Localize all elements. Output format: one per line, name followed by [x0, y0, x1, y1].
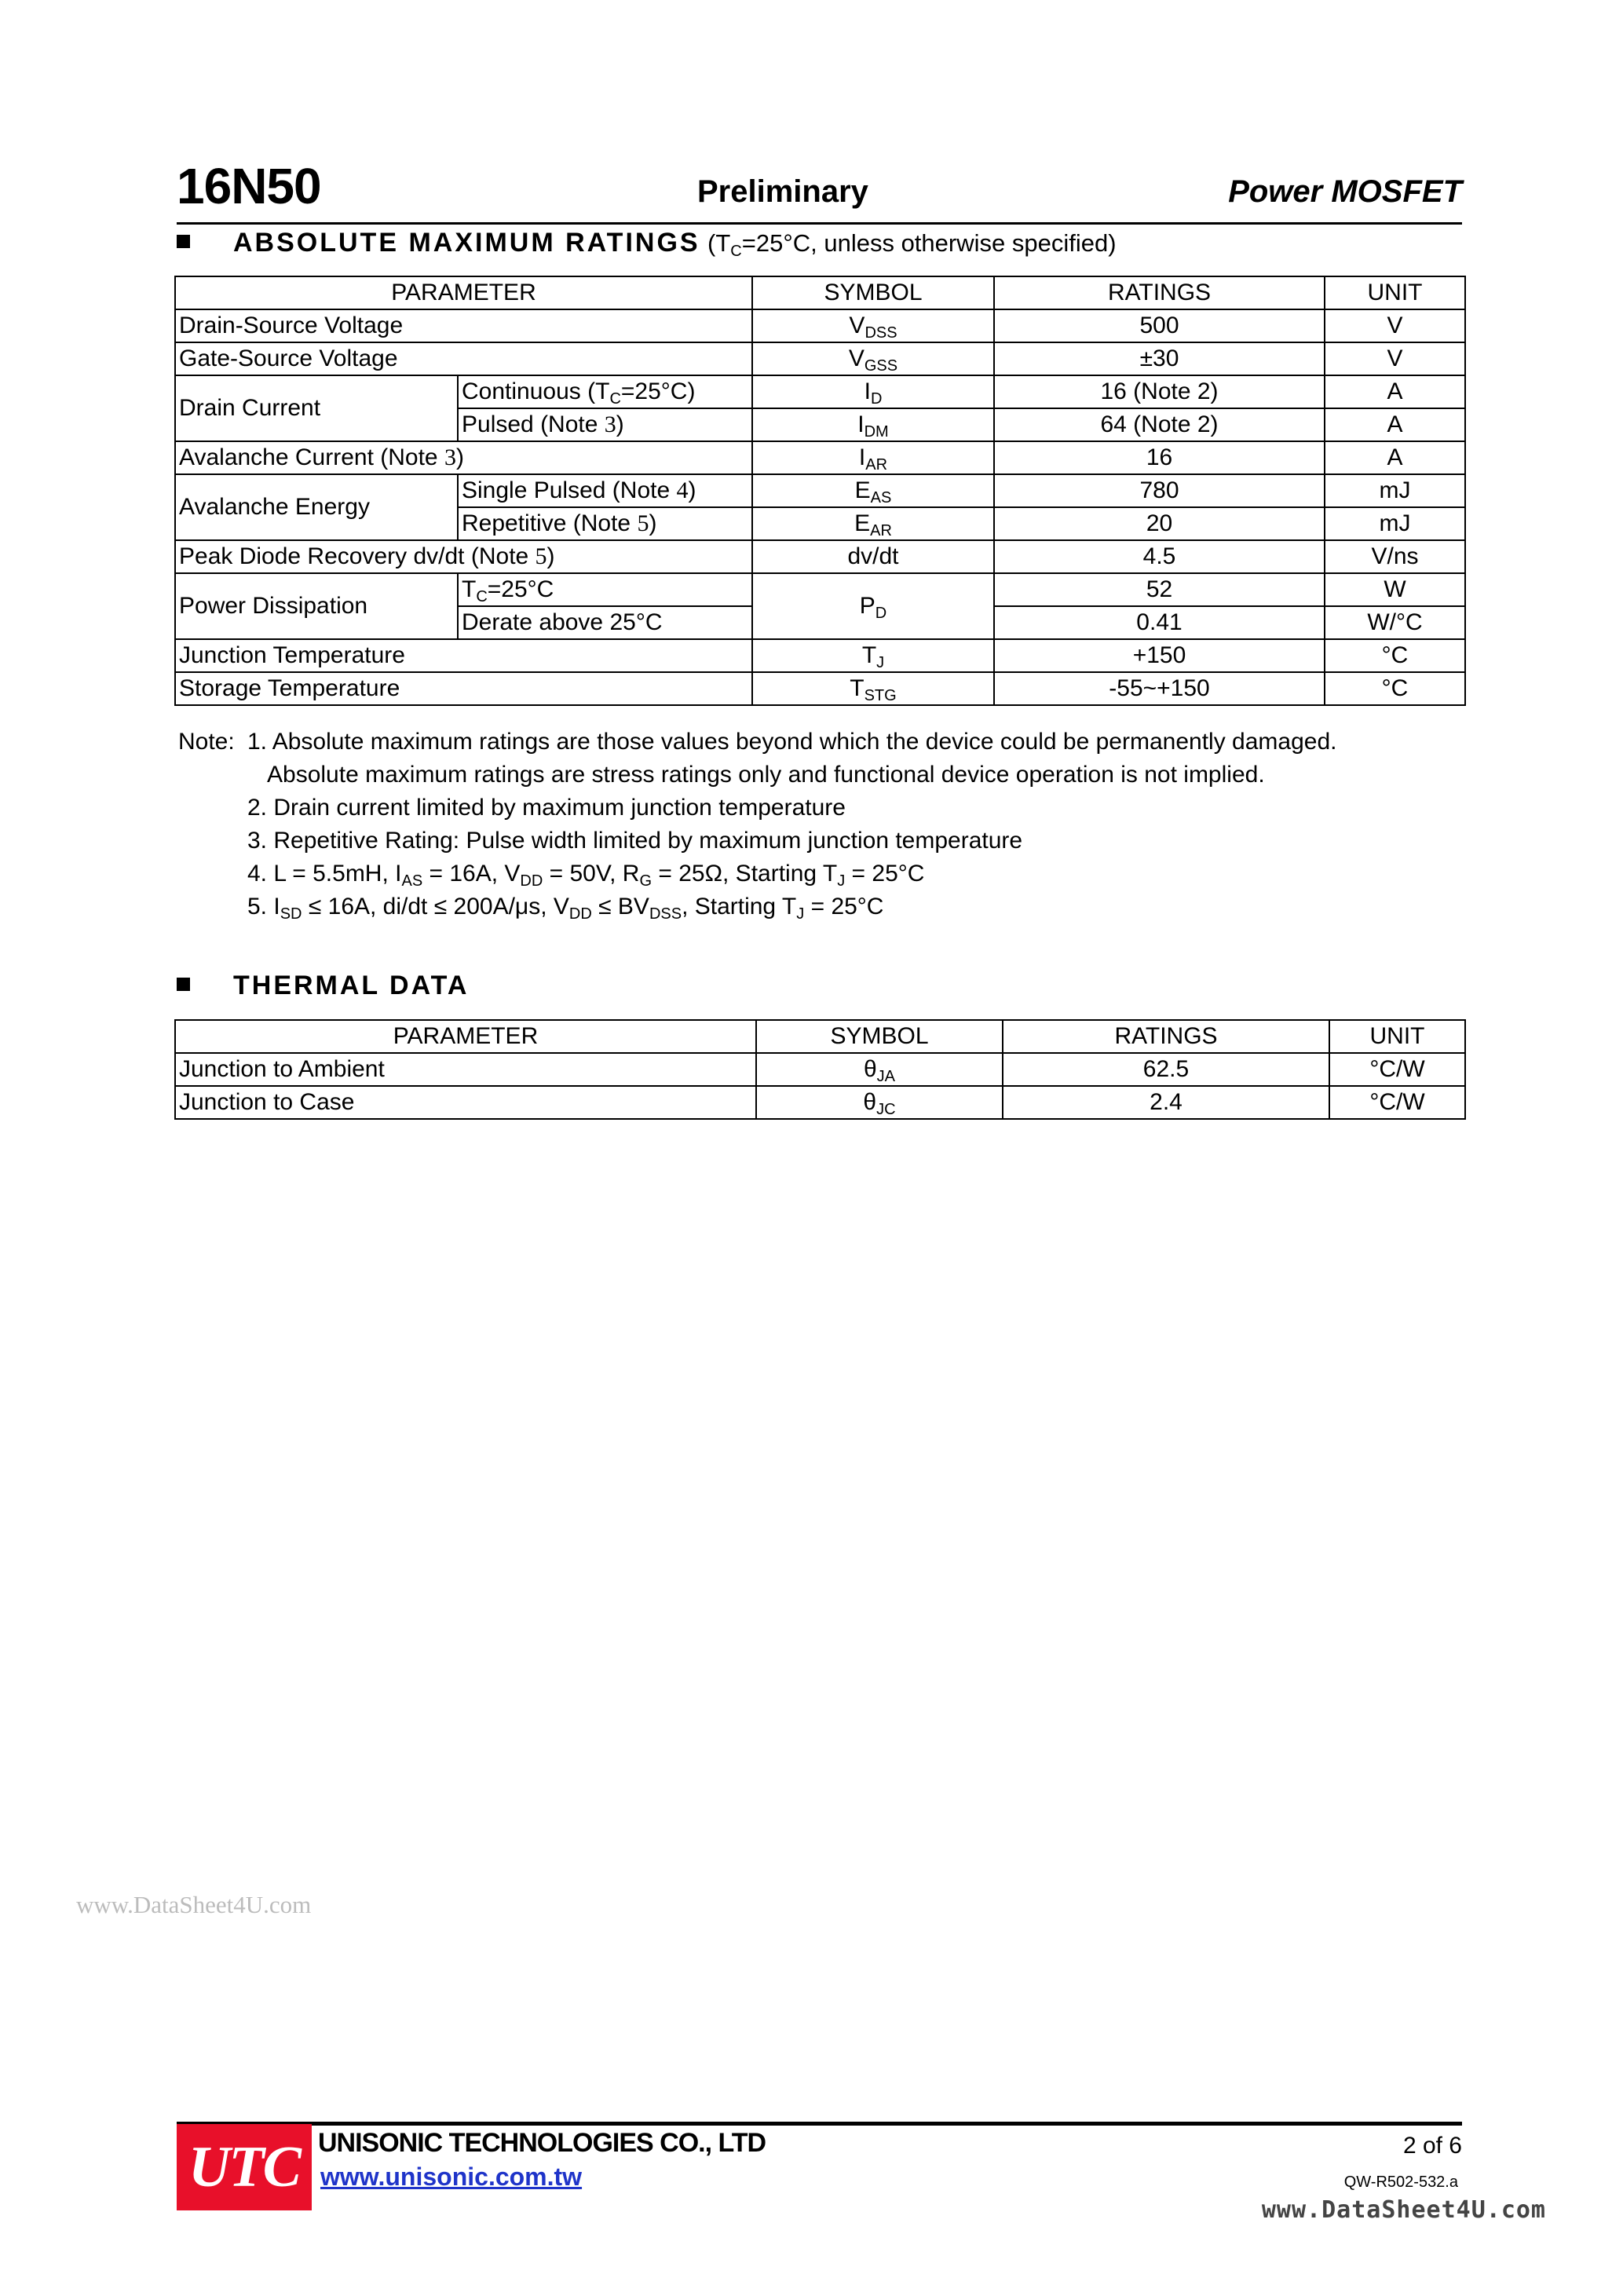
unit-cell: °C: [1325, 639, 1465, 672]
unit-cell: mJ: [1325, 474, 1465, 507]
table-row: [175, 309, 1465, 342]
unit-cell: A: [1325, 441, 1465, 474]
rating-cell: 500: [994, 309, 1325, 342]
param-cell: Drain-Source Voltage: [175, 309, 752, 342]
subparam-cell: Derate above 25°C: [458, 606, 752, 639]
unit-cell: W/°C: [1325, 606, 1465, 639]
header-ratings: RATINGS: [994, 276, 1325, 309]
company-name: UNISONIC TECHNOLOGIES CO., LTD: [318, 2128, 766, 2158]
param-cell: Avalanche Current (Note 3): [175, 441, 752, 474]
watermark-text: www.DataSheet4U.com: [76, 1891, 312, 1918]
table-header-row: [175, 276, 1465, 309]
device-category: Power MOSFET: [1228, 174, 1462, 209]
rating-cell: 2.4: [1003, 1086, 1329, 1119]
rating-cell: 20: [994, 507, 1325, 540]
table-row: [175, 375, 1465, 408]
unit-cell: °C/W: [1329, 1053, 1465, 1086]
logo-text: UTC: [188, 2134, 300, 2199]
symbol-cell: $V_{DSS}$: [752, 309, 994, 342]
param-cell: Drain Current: [175, 375, 458, 441]
param-cell: Avalanche Energy: [175, 474, 458, 540]
table-row: [175, 672, 1465, 705]
rating-cell: 0.41: [994, 606, 1325, 639]
symbol-cell: $E_{AR}$: [752, 507, 994, 540]
table-row: [175, 1086, 1465, 1119]
note-item: 4. L = 5.5mH, $I_{AS} = 16A$, $V_{DD} = 50V$, $R_G = 25\Omega$, Starting $T_J = 25^\circ C$: [247, 861, 925, 890]
table-row: [175, 540, 1465, 573]
notes-label: Note:: [178, 729, 235, 755]
section-title: THERMAL DATA: [233, 971, 470, 1000]
table-row: [175, 1053, 1465, 1086]
unit-cell: A: [1325, 408, 1465, 441]
symbol-cell: $P_D$: [752, 573, 994, 639]
rating-cell: 52: [994, 573, 1325, 606]
subparam-cell: Single Pulsed (Note 4): [458, 474, 752, 507]
unit-cell: W: [1325, 573, 1465, 606]
square-bullet-icon: [177, 978, 190, 991]
param-cell: Junction to Ambient: [175, 1053, 756, 1086]
symbol-cell: $T_J$: [752, 639, 994, 672]
table-row: [175, 573, 1465, 606]
rating-cell: 4.5: [994, 540, 1325, 573]
table-row: [175, 474, 1465, 507]
param-cell: Gate-Source Voltage: [175, 342, 752, 375]
section-title: ABSOLUTE MAXIMUM RATINGS: [233, 228, 700, 258]
rating-cell: 16: [994, 441, 1325, 474]
abs-max-section-title: [177, 228, 1117, 258]
param-cell: Junction Temperature: [175, 639, 752, 672]
note-item: 5. $I_{SD} \le 16A$, di/dt ≤ 200A/μs, $V_{DD} \le BV_{DSS}$, Starting $T_J = 25^\circ C$: [247, 894, 884, 923]
subparam-cell: $T_C=25^\circ C$: [458, 573, 752, 606]
note-item: Absolute maximum ratings are stress ratings only and functional device operation is not implied.: [267, 762, 1265, 788]
rating-cell: ±30: [994, 342, 1325, 375]
header-parameter: PARAMETER: [175, 276, 752, 309]
symbol-cell: $\theta_{JA}$: [756, 1053, 1003, 1086]
utc-logo: [177, 2124, 312, 2210]
table-header-row: [175, 1020, 1465, 1053]
symbol-cell: $V_{GSS}$: [752, 342, 994, 375]
header-unit: UNIT: [1329, 1020, 1465, 1053]
table-row: [175, 441, 1465, 474]
param-cell: Junction to Case: [175, 1086, 756, 1119]
header-ratings: RATINGS: [1003, 1020, 1329, 1053]
footer-divider: [177, 2122, 1462, 2126]
document-number: QW-R502-532.a: [1343, 2174, 1458, 2191]
symbol-cell: $I_{AR}$: [752, 441, 994, 474]
part-number: 16N50: [177, 158, 321, 214]
symbol-cell: $I_D$: [752, 375, 994, 408]
table-row: [175, 342, 1465, 375]
symbol-cell: $T_{STG}$: [752, 672, 994, 705]
param-cell: Storage Temperature: [175, 672, 752, 705]
subparam-cell: Repetitive (Note 5): [458, 507, 752, 540]
watermark-text: www.DataSheet4U.com: [1261, 2196, 1546, 2224]
website-link[interactable]: www.unisonic.com.tw: [320, 2163, 583, 2191]
square-bullet-icon: [177, 235, 190, 248]
rating-cell: 64 (Note 2): [994, 408, 1325, 441]
header-symbol: SYMBOL: [756, 1020, 1003, 1053]
note-item: 2. Drain current limited by maximum junction temperature: [247, 795, 846, 821]
section-condition: ($T_C=25^\circ C$, unless otherwise specified): [707, 229, 1117, 260]
header-symbol: SYMBOL: [752, 276, 994, 309]
param-cell: Power Dissipation: [175, 573, 458, 639]
symbol-cell: $\theta_{JC}$: [756, 1086, 1003, 1119]
notes-block: [178, 726, 1336, 923]
subparam-cell: Pulsed (Note 3): [458, 408, 752, 441]
header-unit: UNIT: [1325, 276, 1465, 309]
subparam-cell: Continuous $(T_C=25^\circ C)$: [458, 375, 752, 408]
rating-cell: +150: [994, 639, 1325, 672]
thermal-table: [174, 1019, 1466, 1120]
unit-cell: °C/W: [1329, 1086, 1465, 1119]
page-number: 2 of 6: [1402, 2133, 1462, 2159]
symbol-cell: $I_{DM}$: [752, 408, 994, 441]
document-status: Preliminary: [697, 174, 868, 209]
header-divider: [177, 222, 1462, 225]
unit-cell: V/ns: [1325, 540, 1465, 573]
unit-cell: °C: [1325, 672, 1465, 705]
rating-cell: -55~+150: [994, 672, 1325, 705]
abs-max-table: [174, 276, 1466, 706]
rating-cell: 16 (Note 2): [994, 375, 1325, 408]
thermal-section-title: [177, 971, 469, 1001]
note-item: Note: 1. Absolute maximum ratings are those values beyond which the device could be permanently damaged.: [178, 726, 1336, 759]
unit-cell: V: [1325, 309, 1465, 342]
header-parameter: PARAMETER: [175, 1020, 756, 1053]
symbol-cell: dv/dt: [752, 540, 994, 573]
unit-cell: V: [1325, 342, 1465, 375]
rating-cell: 62.5: [1003, 1053, 1329, 1086]
symbol-cell: $E_{AS}$: [752, 474, 994, 507]
note-item: 3. Repetitive Rating: Pulse width limited by maximum junction temperature: [247, 828, 1023, 854]
unit-cell: A: [1325, 375, 1465, 408]
table-row: [175, 639, 1465, 672]
rating-cell: 780: [994, 474, 1325, 507]
param-cell: Peak Diode Recovery dv/dt (Note 5): [175, 540, 752, 573]
unit-cell: mJ: [1325, 507, 1465, 540]
